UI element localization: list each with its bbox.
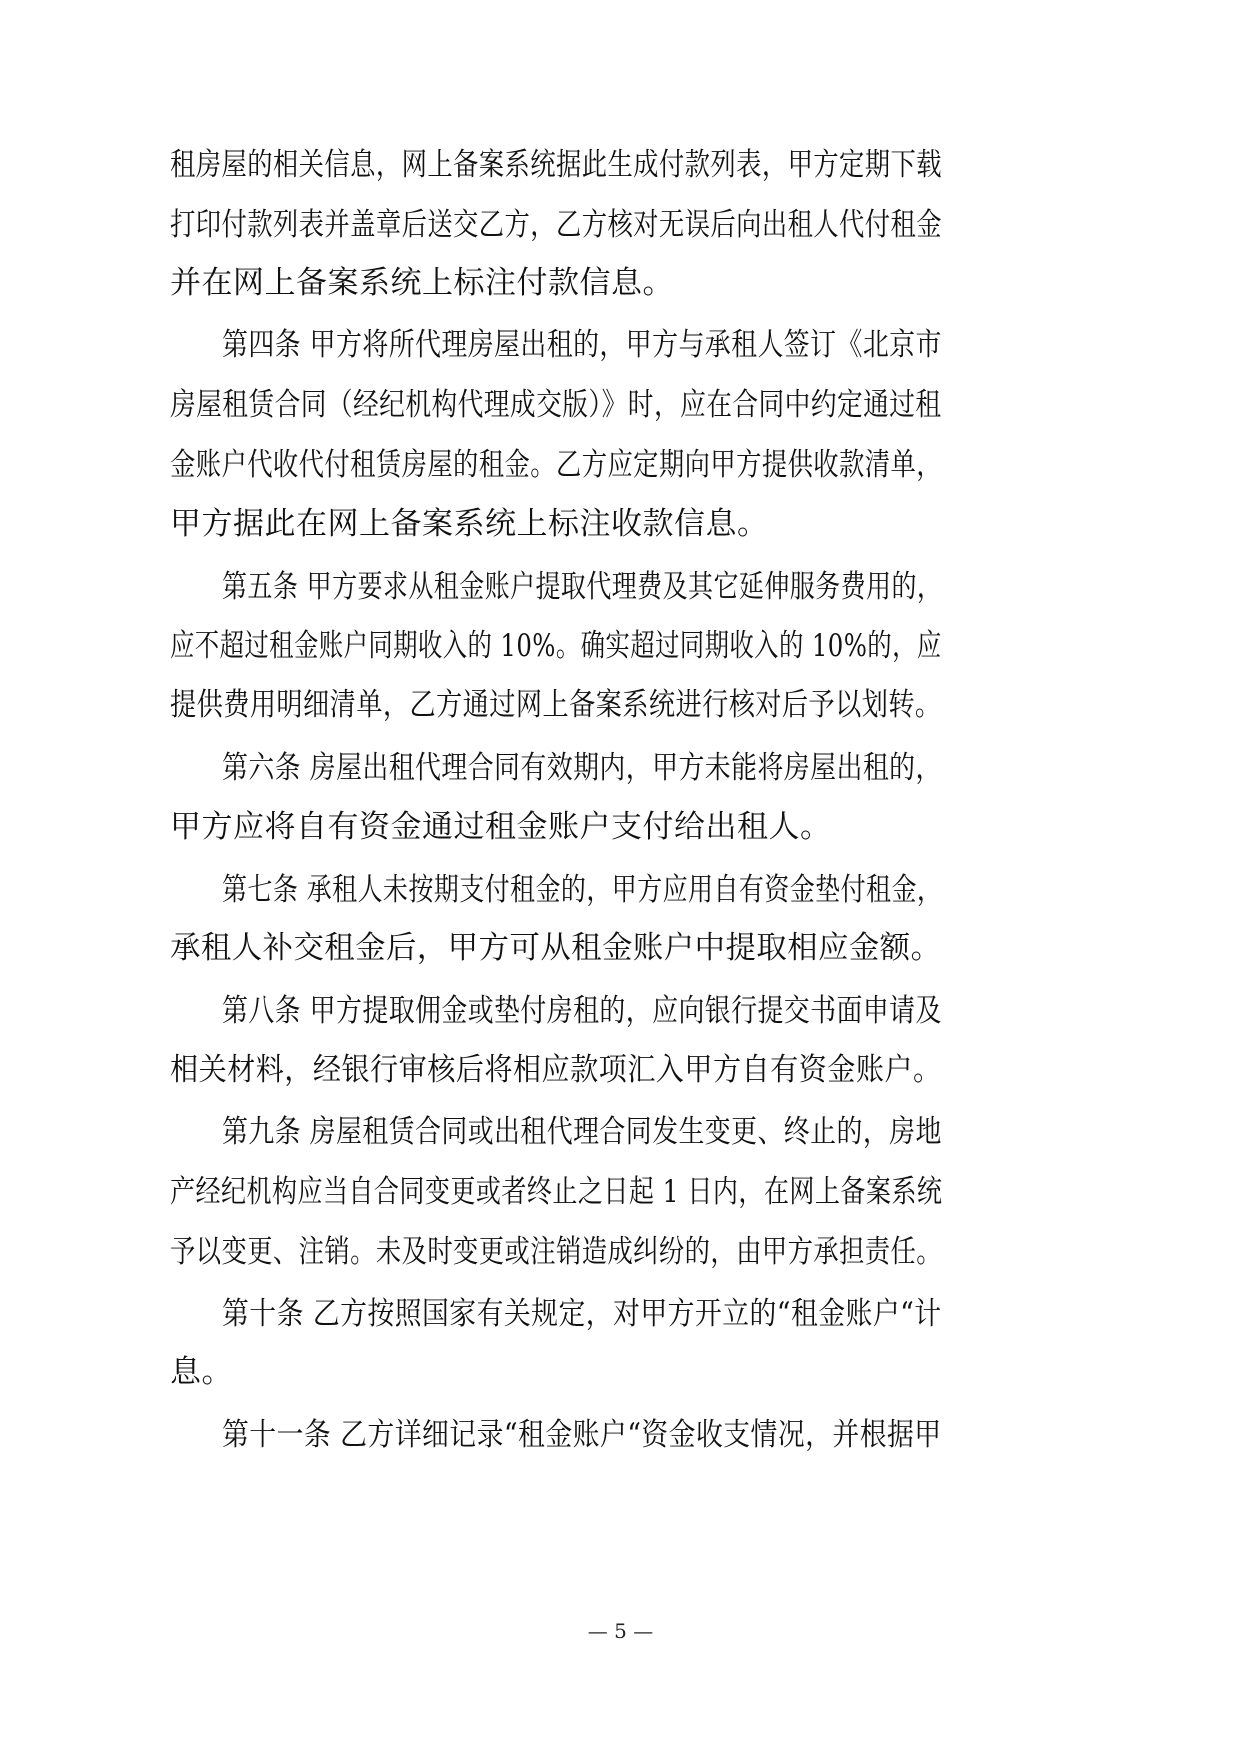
article-9-text: 第九条 房屋租赁合同或出租代理合同发生变更、终止的，房地 — [222, 1114, 942, 1150]
article-line — [0, 979, 1241, 1043]
text-line — [0, 133, 1241, 197]
text-line — [0, 1220, 1241, 1284]
article-6-text: 第六条 房屋出租代理合同有效期内，甲方未能将房屋出租的， — [222, 750, 942, 786]
text-line — [0, 1160, 1241, 1224]
text-line — [0, 433, 1241, 497]
line-text: 房屋租赁合同（经纪机构代理成交版）》时，应在合同中约定通过租 — [170, 387, 942, 423]
article-8-text: 第八条 甲方提取佣金或垫付房租的，应向银行提交书面申请及 — [222, 993, 942, 1029]
line-text: 应不超过租金账户同期收入的 10%。确实超过同期收入的 10%的，应 — [170, 628, 942, 664]
article-line — [0, 1282, 1241, 1346]
text-line — [0, 795, 1241, 859]
page-number: — 5 — — [587, 1619, 654, 1643]
article-5-text: 第五条 甲方要求从租金账户提取代理费及其它延伸服务费用的， — [222, 569, 943, 605]
line-text: 打印付款列表并盖章后送交乙方，乙方核对无误后向出租人代付租金 — [170, 207, 942, 243]
article-line — [0, 1403, 1241, 1467]
article-line — [0, 555, 1241, 619]
text-line — [0, 916, 1241, 980]
article-10-text: 第十条 乙方按照国家有关规定，对甲方开立的“租金账户“计 — [222, 1296, 942, 1332]
line-text: 相关材料，经银行审核后将相应款项汇入甲方自有资金账户。 — [170, 1052, 942, 1088]
text-line — [0, 373, 1241, 437]
line-text: 息。 — [170, 1354, 233, 1390]
line-text: 租房屋的相关信息，网上备案系统据此生成付款列表，甲方定期下载 — [170, 147, 942, 183]
text-line — [0, 193, 1241, 257]
article-line — [0, 736, 1241, 800]
article-line — [0, 1100, 1241, 1164]
line-text: 予以变更、注销。未及时变更或注销造成纠纷的，由甲方承担责任。 — [170, 1234, 942, 1270]
text-line — [0, 1340, 1241, 1404]
article-11-text: 第十一条 乙方详细记录“租金账户“资金收支情况，并根据甲 — [222, 1417, 942, 1453]
text-line — [0, 673, 1241, 737]
line-text: 提供费用明细清单，乙方通过网上备案系统进行核对后予以划转。 — [170, 687, 942, 723]
line-text: 产经纪机构应当自合同变更或者终止之日起 1 日内，在网上备案系统 — [170, 1174, 943, 1210]
line-text: 并在网上备案系统上标注付款信息。 — [170, 265, 674, 301]
line-text: 承租人补交租金后，甲方可从租金账户中提取相应金额。 — [170, 930, 942, 966]
article-4-text: 第四条 甲方将所代理房屋出租的，甲方与承租人签订《北京市 — [222, 327, 942, 363]
text-line — [0, 492, 1241, 556]
line-text: 金账户代收代付租赁房屋的租金。乙方应定期向甲方提供收款清单， — [170, 447, 942, 483]
text-line — [0, 614, 1241, 678]
article-7-text: 第七条 承租人未按期支付租金的，甲方应用自有资金垫付租金， — [222, 872, 943, 908]
text-line — [0, 251, 1241, 315]
line-text: 甲方据此在网上备案系统上标注收款信息。 — [170, 506, 769, 542]
text-line — [0, 1038, 1241, 1102]
article-line — [0, 858, 1241, 922]
line-text: 甲方应将自有资金通过租金账户支付给出租人。 — [170, 809, 832, 845]
article-line — [0, 313, 1241, 377]
